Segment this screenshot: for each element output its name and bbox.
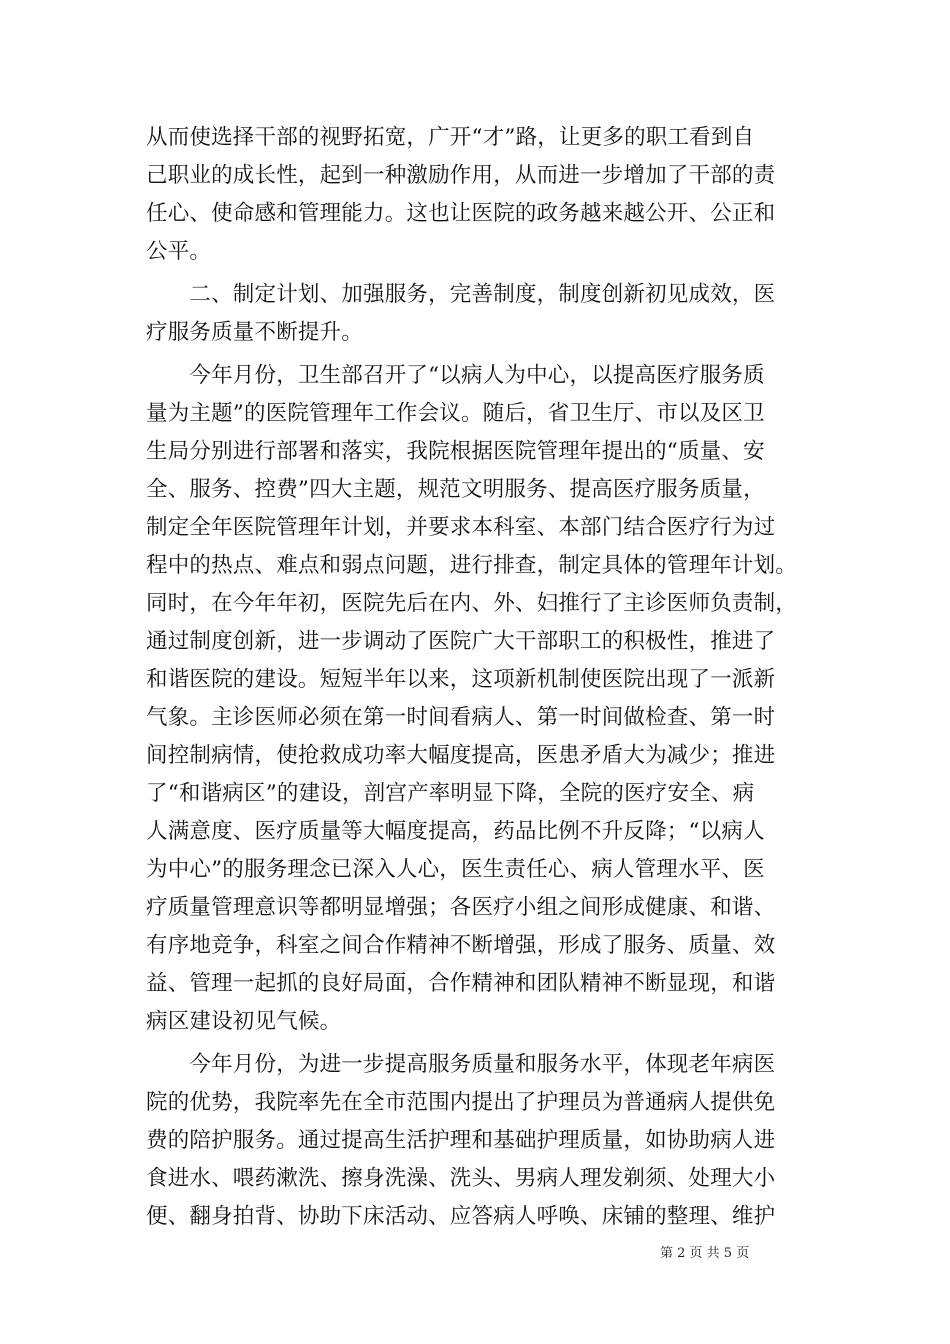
text-line: 二、制定计划、加强服务，完善制度，制度创新初见成效，医	[146, 282, 776, 307]
text-line: 食进水、喂药漱洗、擦身洗澡、洗头、男病人理发剃须、处理大小	[146, 1166, 776, 1191]
text-line: 今年月份，卫生部召开了“以病人为中心，以提高医疗服务质	[146, 363, 765, 388]
text-line: 今年月份，为进一步提高服务质量和服务水平，体现老年病医	[146, 1052, 776, 1077]
text-line: 和谐医院的建设。短短半年以来，这项新机制使医院出现了一派新	[146, 667, 776, 692]
text-line: 从而使选择干部的视野拓宽，广开“才”路，让更多的职工看到自	[146, 125, 755, 150]
text-line: 全、服务、控费”四大主题，规范文明服务、提高医疗服务质量，	[146, 477, 765, 502]
text-line: 院的优势，我院率先在全市范围内提出了护理员为普通病人提供免	[146, 1090, 776, 1115]
text-line: 同时，在今年年初，医院先后在内、外、妇推行了主诊医师负责制，	[146, 591, 798, 616]
text-line: 费的陪护服务。通过提高生活护理和基础护理质量，如协助病人进	[146, 1128, 776, 1153]
text-line: 疗服务质量不断提升。	[146, 320, 364, 345]
text-line: 通过制度创新，进一步调动了医院广大干部职工的积极性，推进了	[146, 629, 776, 654]
page-number: 第 2 页 共 5 页	[660, 1246, 750, 1261]
text-line: 为中心”的服务理念已深入人心，医生责任心、病人管理水平、医	[146, 857, 765, 882]
text-line: 程中的热点、难点和弱点问题，进行排查，制定具体的管理年计划。	[146, 553, 798, 578]
text-line: 己职业的成长性，起到一种激励作用，从而进一步增加了干部的责	[146, 163, 776, 188]
text-line: 有序地竞争，科室之间合作精神不断增强，形成了服务、质量、效	[146, 933, 776, 958]
text-line: 制定全年医院管理年计划，并要求本科室、本部门结合医疗行为过	[146, 515, 776, 540]
text-line: 人满意度、医疗质量等大幅度提高，药品比例不升反降；“以病人	[146, 819, 765, 844]
text-line: 疗质量管理意识等都明显增强；各医疗小组之间形成健康、和谐、	[146, 895, 776, 920]
text-line: 公平。	[146, 239, 212, 264]
text-line: 了“和谐病区”的建设，剖宫产率明显下降，全院的医疗安全、病	[146, 781, 755, 806]
text-line: 间控制病情，使抢救成功率大幅度提高，医患矛盾大为减少；推进	[146, 743, 776, 768]
text-line: 便、翻身拍背、协助下床活动、应答病人呼唤、床铺的整理、维护	[146, 1204, 776, 1229]
text-line: 病区建设初见气候。	[146, 1009, 342, 1034]
text-line: 量为主题”的医院管理年工作会议。随后，省卫生厅、市以及区卫	[146, 401, 765, 426]
text-line: 益、管理一起抓的良好局面，合作精神和团队精神不断显现，和谐	[146, 971, 776, 996]
text-line: 任心、使命感和管理能力。这也让医院的政务越来越公开、公正和	[146, 201, 776, 226]
text-line: 生局分别进行部署和落实，我院根据医院管理年提出的“质量、安	[146, 439, 765, 464]
text-line: 气象。主诊医师必须在第一时间看病人、第一时间做检查、第一时	[146, 705, 776, 730]
